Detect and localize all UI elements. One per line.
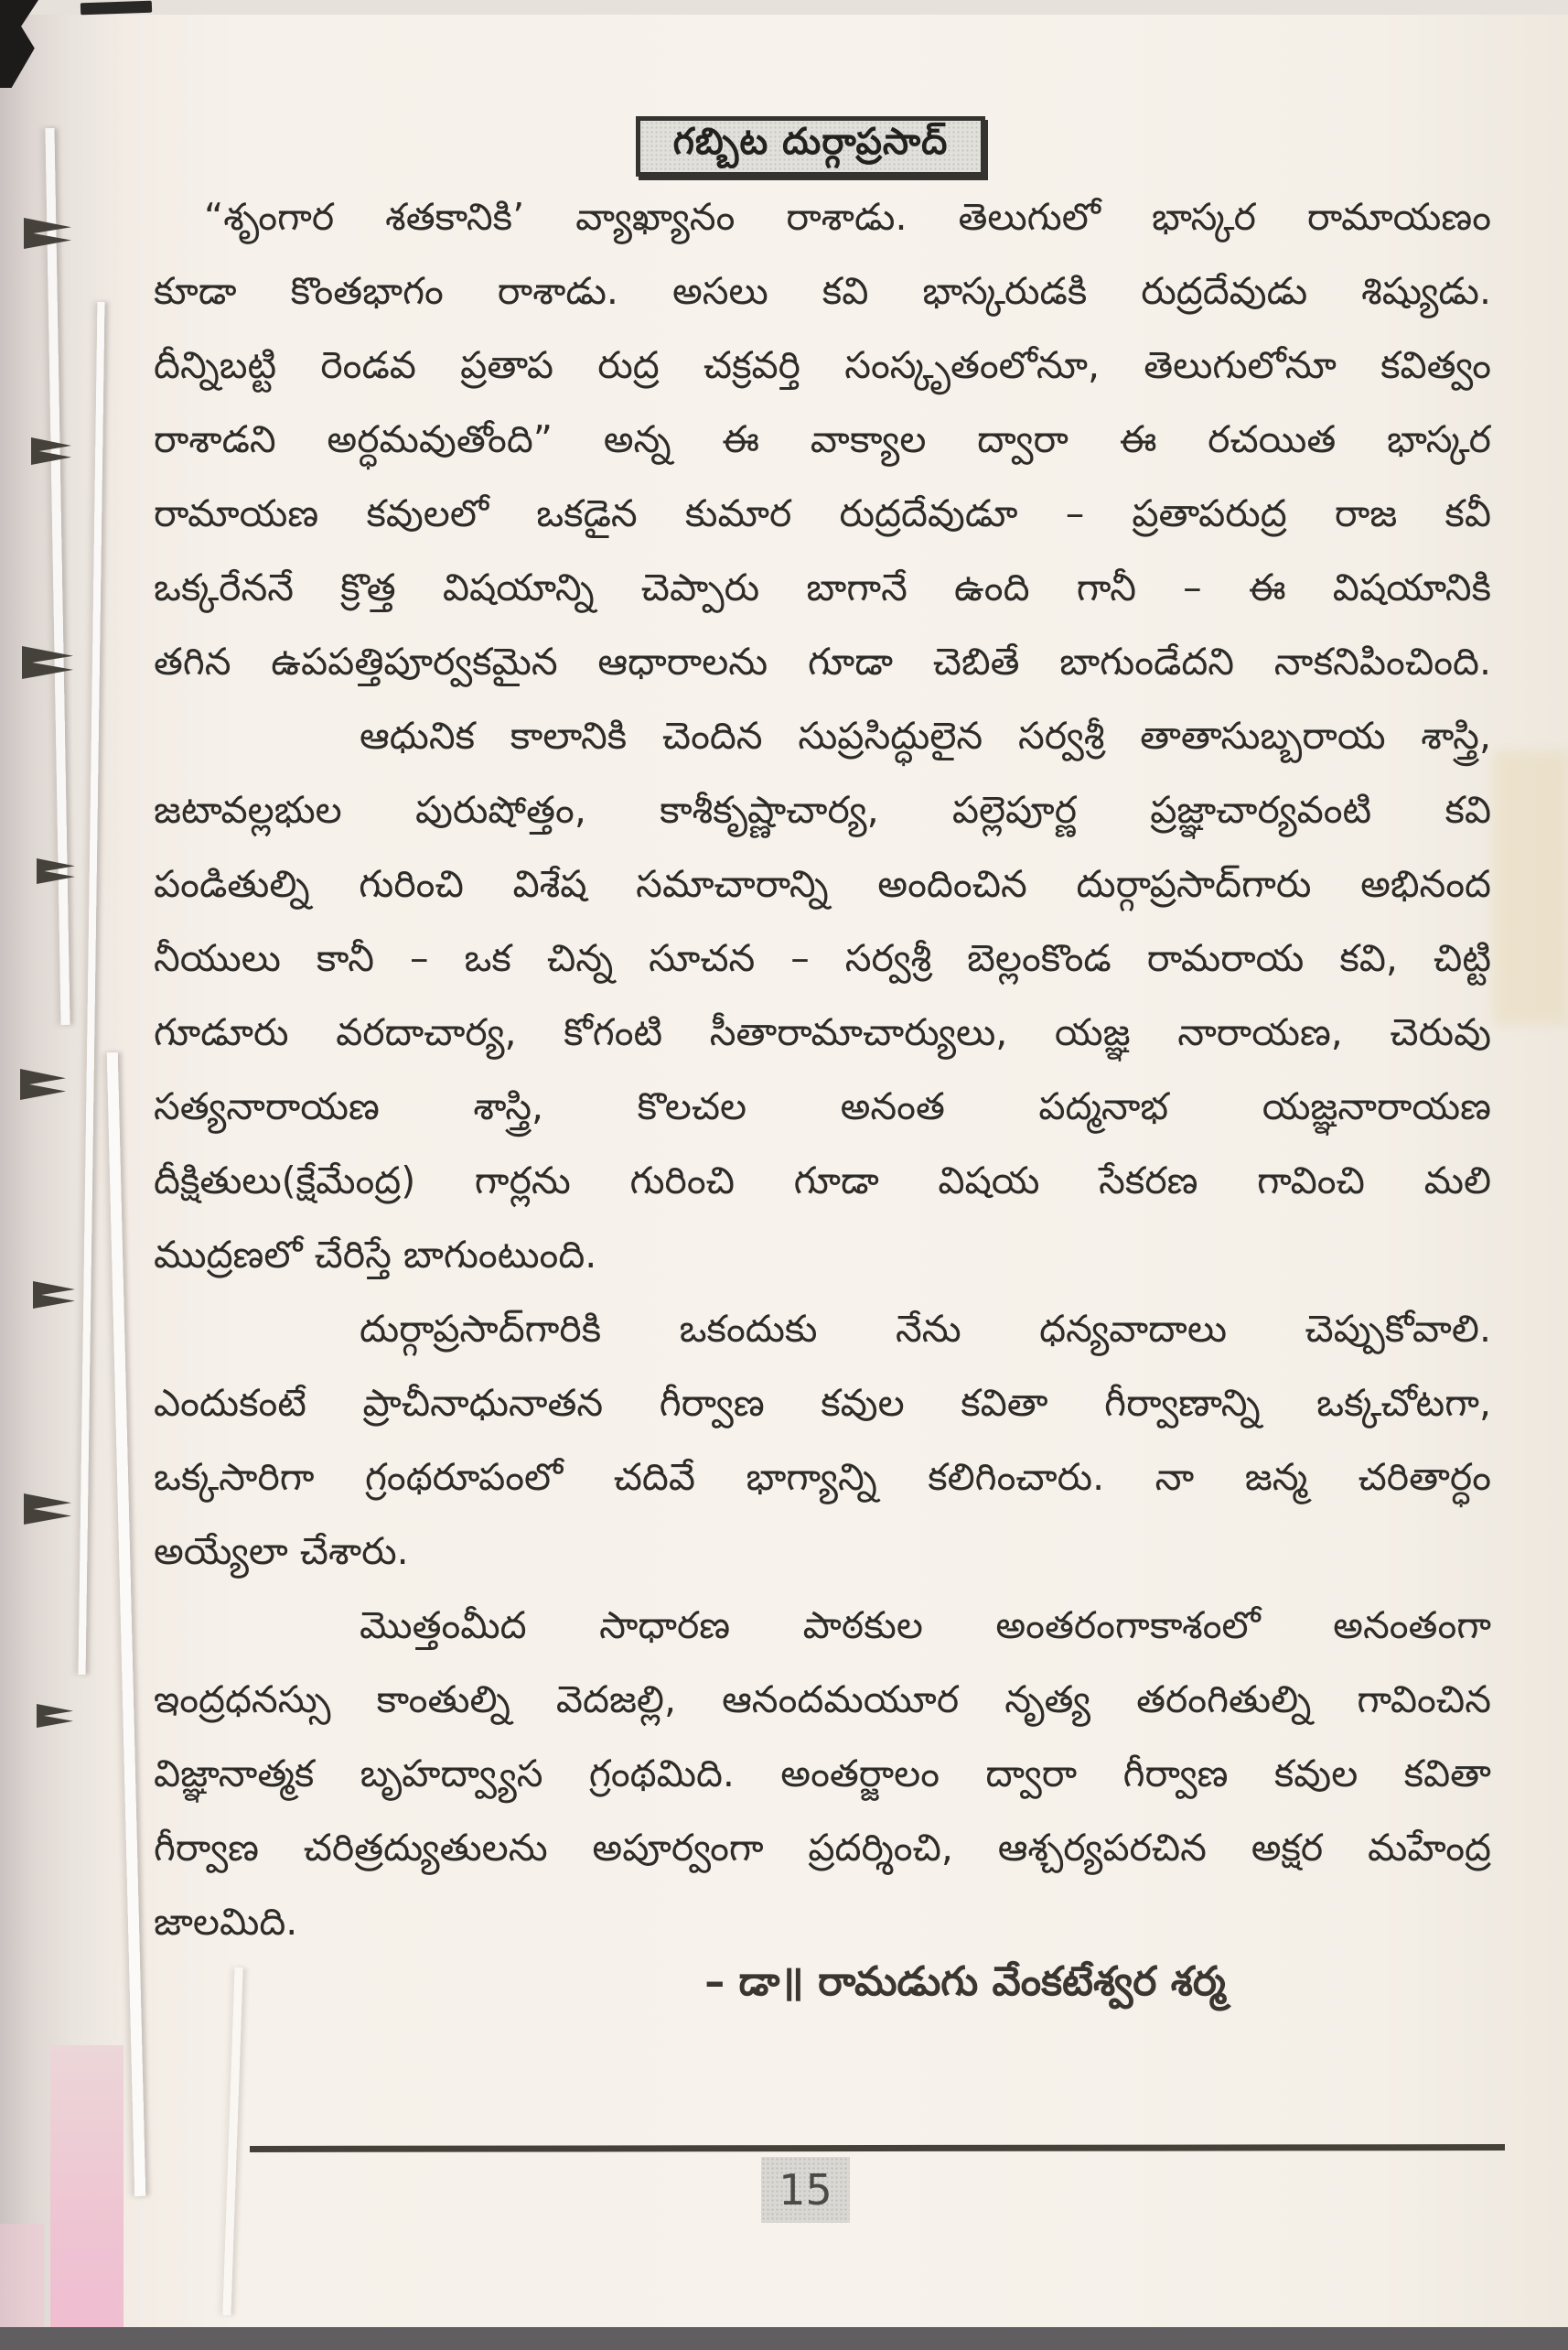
text-line: మొత్తంమీద సాధారణ పాఠకుల అంతరంగాకాశంలో అనంతంగా (360, 1603, 1491, 1647)
scan-corner-dash (81, 1, 152, 16)
text-line: కూడా కొంతభాగం రాశాడు. అసలు కవి భాస్కరుడకి రుద్రదేవుడు శిష్యుడు. (154, 269, 1491, 313)
text-line: దుర్గాప్రసాద్‌గారికి ఒకందుకు నేను ధన్యవాదాలు చెప్పుకోవాలి. (360, 1307, 1491, 1351)
text-line: గీర్వాణ చరిత్రద్యుతులను అపూర్వంగా ప్రదర్శించి, ఆశ్చర్యపరచిన అక్షర మహేంద్ర (154, 1826, 1491, 1870)
text-line: ఇంద్రధనస్సు కాంతుల్ని వెదజల్లి, ఆనందమయూర నృత్య తరంగితుల్ని గావించిన (154, 1677, 1491, 1721)
text-line: జటావల్లభుల పురుషోత్తం, కాశీకృష్ణాచార్య, పల్లెపూర్ణ ప్రజ్ఞాచార్యవంటి కవి (154, 788, 1491, 832)
text-line: ఒక్కరేననే క్రొత్త విషయాన్ని చెప్పారు బాగానే ఉంది గానీ – ఈ విషయానికి (154, 566, 1491, 609)
crease-shadow-mark (37, 858, 75, 884)
page-number: 15 (779, 2165, 832, 2215)
page-title (636, 116, 985, 177)
text-line: సత్యనారాయణ శాస్త్రి, కొలచల అనంత పద్మనాభ యజ్ఞనారాయణ (154, 1084, 1491, 1128)
page-number-badge (761, 2157, 850, 2223)
scan-top-edge (0, 0, 1568, 15)
body-text (154, 190, 1491, 1969)
footer-divider (250, 2144, 1505, 2152)
text-line: జాలమిది. (154, 1900, 298, 1944)
text-line: నీయులు కానీ – ఒక చిన్న సూచన – సర్వశ్రీ బెల్లంకొండ రామరాయ కవి, చిట్టి (154, 936, 1491, 980)
crease-shadow-mark (33, 1281, 75, 1309)
text-line: రాశాడని అర్ధమవుతోంది” అన్న ఈ వాక్యాల ద్వారా ఈ రచయిత భాస్కర (154, 417, 1491, 461)
page-fold-streak (45, 128, 70, 1025)
crease-shadow-mark (22, 646, 73, 679)
text-line: ముద్రణలో చేరిస్తే బాగుంటుంది. (154, 1233, 597, 1277)
page-title-text: గబ్బిట దుర్గాప్రసాద్ (672, 121, 949, 163)
page-fold-streak (222, 1967, 242, 2315)
author-signature: – డా॥ రామడుగు వేంకటేశ్వర శర్మ (704, 1958, 1226, 2005)
text-line: ఎందుకంటే ప్రాచీనాధునాతన గీర్వాణ కవుల కవితా గీర్వాణాన్ని ఒక్కచోటగా, (154, 1381, 1491, 1425)
text-line: పండితుల్ని గురించి విశేష సమాచారాన్ని అందించిన దుర్గాప్రసాద్‌గారు అభినంద (154, 862, 1491, 906)
text-line: ఆధునిక కాలానికి చెందిన సుప్రసిద్ధులైన సర్వశ్రీ తాతాసుబ్బరాయ శాస్త్రి, (360, 714, 1491, 758)
crease-shadow-mark (20, 1069, 66, 1100)
crease-shadow-mark (24, 1493, 71, 1525)
text-line: అయ్యేలా చేశారు. (154, 1529, 409, 1573)
scan-bottom-edge (0, 2327, 1568, 2350)
text-line: విజ్ఞానాత్మక బృహద్వ్యాస గ్రంథమిది. అంతర్జాలం ద్వారా గీర్వాణ కవుల కవితా (154, 1752, 1491, 1795)
text-line: దీక్షితులు(క్షేమేంద్ర) గార్లను గురించి గూడా విషయ సేకరణ గావించి మలి (154, 1159, 1491, 1202)
text-line: “శృంగార శతకానికి’ వ్యాఖ్యానం రాశాడు. తెలుగులో భాస్కర రామాయణం (204, 195, 1491, 239)
text-line: తగిన ఉపపత్తిపూర్వకమైన ఆధారాలను గూడా చెబితే బాగుండేదని నాకనిపించింది. (154, 640, 1491, 684)
text-line: రామాయణ కవులలో ఒకడైన కుమార రుద్రదేవుడూ – ప్రతాపరుద్ర రాజ కవీ (154, 491, 1491, 535)
text-line: దీన్నిబట్టి రెండవ ప్రతాప రుద్ర చక్రవర్తి సంస్కృతంలోనూ, తెలుగులోనూ కవిత్వం (154, 343, 1491, 387)
paper-stain (1493, 750, 1568, 1025)
text-line: గూడూరు వరదాచార్య, కోగంటి సీతారామాచార్యులు, యజ్ఞ నారాయణ, చెరువు (154, 1010, 1491, 1054)
page-fold-streak (107, 1052, 146, 2196)
crease-shadow-mark (37, 1704, 73, 1728)
text-line: ఒక్కసారిగా గ్రంథరూపంలో చదివే భాగ్యాన్ని కలిగించారు. నా జన్మ చరితార్ధం (154, 1455, 1491, 1499)
pink-edge-strip (50, 2045, 124, 2350)
page-fold-streak (79, 302, 105, 1675)
